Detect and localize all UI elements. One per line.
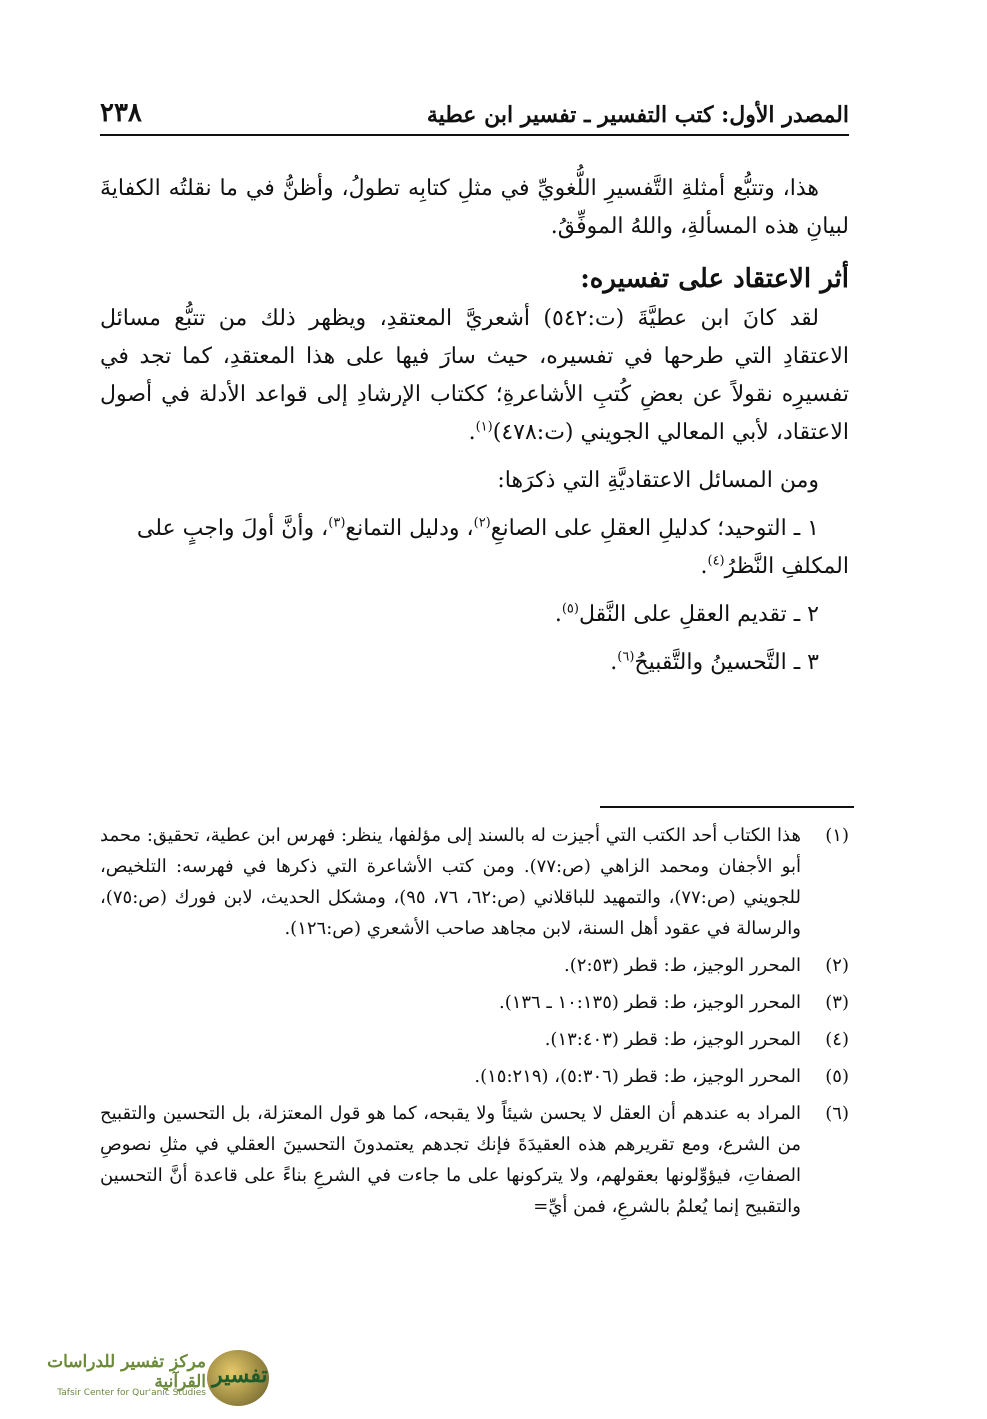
list-item-3-text: ٣ ـ التَّحسينُ والتَّقبيحُ [634, 650, 819, 675]
paragraph-intro: هذا، وتتبُّع أمثلةِ التَّفسيرِ اللُّغويِّ في مثلِ كتابِه تطولُ، وأظنُّ في ما نقلتُه الكفايةَ لبيانِ هذه المسألةِ، واللهُ الموفِّقُ. [100, 176, 849, 239]
list-item-2 [100, 596, 849, 634]
logo-wordmark: تفسير [212, 1362, 268, 1388]
list-item-1-text-c: ، وأنَّ أولَ واجبٍ على المكلفِ النَّظرُ [136, 516, 849, 579]
footnote-number: (٥) [825, 1066, 849, 1087]
list-item-1-text-a: ١ ـ التوحيد؛ كدليلِ العقلِ على الصانعِ [490, 516, 819, 541]
footnote-1 [100, 820, 849, 944]
footnote-5 [100, 1061, 849, 1092]
page-number: ٢٣٨ [100, 98, 142, 128]
list-item-2-text: ٢ ـ تقديم العقلِ على النَّقل [578, 602, 819, 627]
running-title: المصدر الأول: كتب التفسير ـ تفسير ابن عطية [426, 102, 849, 128]
list-item-3-end: . [610, 650, 618, 675]
main-text [100, 170, 849, 682]
footnote-text: المحرر الوجيز، ط: قطر (١٠:١٣٥ ـ ١٣٦). [498, 992, 801, 1013]
footnote-text: هذا الكتاب أحد الكتب التي أجيزت له بالسند إلى مؤلفها، ينظر: فهرس ابن عطية، تحقيق: محمد أبو الأجفان ومحمد الزاهي (ص:٧٧). ومن كتب الأشاعرة التي ذكرها في فهرسه: التلخيص، للجويني (ص:٧٧)، والتمهيد للباقلاني (ص:٦٢، ٧٦، ٩٥)، ومشكل الحديث، لابن فورك (ص:٧٥)، والرسالة في عقود أهل السنة، لابن مجاهد صاحب الأشعري (ص:١٢٦). [100, 825, 802, 939]
footnote-number: (١) [825, 825, 849, 846]
footnote-3 [100, 987, 849, 1018]
footnote-number: (٤) [825, 1029, 849, 1050]
logo-arabic-name: مركز تفسير للدراسات القرآنية [47, 1352, 206, 1392]
footnote-ref-1[interactable]: (١) [475, 419, 493, 435]
list-item-3 [100, 644, 849, 682]
logo-english-name: Tafsir Center for Qur'anic Studies [57, 1388, 206, 1398]
footnote-ref-2[interactable]: (٢) [473, 515, 491, 531]
footnote-ref-4[interactable]: (٤) [707, 553, 725, 569]
footnote-text: المحرر الوجيز، ط: قطر (٢:٥٣). [564, 955, 801, 976]
footnote-text: المحرر الوجيز، ط: قطر (٥:٣٠٦)، (١٥:٢١٩). [474, 1066, 801, 1087]
footnote-number: (٢) [825, 955, 849, 976]
footnote-text: المراد به عندهم أن العقل لا يحسن شيئاً ولا يقبحه، كما هو قول المعتزلة، بل التحسين والتقبيح من الشرع، ومع تقريرهم هذه العقيدَةَ فإنك تجدهم يعتمدونَ التحسينَ العقلي في مثلِ نصوصِ الصفاتِ، فيؤوِّلونها بعقولهم، ولا يتركونها على ما جاءت في الشرعِ بناءً على قاعدة أنَّ التحسين والتقبيح إنما يُعلمُ بالشرعِ، فمن أيِّ= [100, 1103, 801, 1217]
section-heading: أثر الاعتقاد على تفسيره: [580, 264, 849, 294]
paragraph-issues-intro: ومن المسائل الاعتقاديَّةِ التي ذكرَها: [497, 468, 819, 493]
footnote-ref-6[interactable]: (٦) [617, 649, 635, 665]
footnote-divider [600, 806, 854, 808]
footnote-number: (٦) [825, 1103, 849, 1124]
list-item-1-text-b: ، ودليل التمانع [345, 516, 474, 541]
footnote-text: المحرر الوجيز، ط: قطر (١٣:٤٠٣). [544, 1029, 801, 1050]
tafsir-center-logo [12, 1348, 270, 1410]
footnote-6 [100, 1098, 849, 1222]
paragraph-ashari [100, 300, 849, 452]
list-item-1 [100, 510, 849, 586]
paragraph-end-mark: . [468, 420, 476, 445]
footnote-ref-3[interactable]: (٣) [328, 515, 346, 531]
paragraph-ashari-text: لقد كانَ ابن عطيَّةَ (ت:٥٤٢) أشعريَّ المعتقدِ، ويظهر ذلك من تتبُّع مسائل الاعتقادِ التي طرحها في تفسيره، حيث سارَ فيها على هذا المعتقدِ، كما تجد في تفسيرِه نقولاً عن بعضِ كُتبِ الأشاعرةِ؛ ككتاب الإرشادِ إلى قواعد الأدلة في أصول الاعتقاد، لأبي المعالي الجويني (ت:٤٧٨) [100, 306, 849, 445]
list-item-2-end: . [554, 602, 562, 627]
list-item-1-end: . [700, 554, 708, 579]
footnotes [100, 820, 849, 1228]
footnote-4 [100, 1024, 849, 1055]
footnote-number: (٣) [825, 992, 849, 1013]
running-header [100, 88, 849, 136]
footnote-ref-5[interactable]: (٥) [561, 601, 579, 617]
footnote-2 [100, 950, 849, 981]
